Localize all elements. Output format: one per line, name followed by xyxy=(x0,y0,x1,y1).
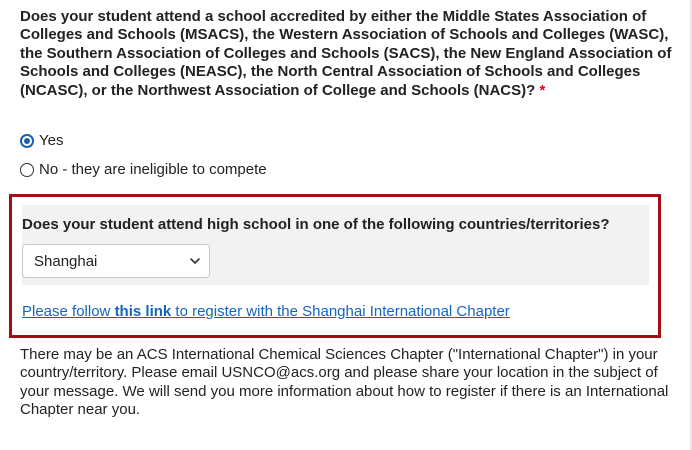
international-chapter-info: There may be an ACS International Chemical Sciences Chapter ("International Chapter") in your country/territory. Please email USNCO@acs.org and please share your location in the subject of your message. We will send you more information about how to register if there is an International Chapter near you. xyxy=(20,346,669,419)
country-question-highlight xyxy=(9,194,661,338)
country-question-text: Does your student attend high school in one of the following countries/territories? xyxy=(22,216,610,233)
radio-selected-icon[interactable] xyxy=(20,134,34,148)
radio-option-no[interactable] xyxy=(20,161,267,178)
link-emphasis: this link xyxy=(114,303,172,320)
radio-label-yes: Yes xyxy=(39,132,64,149)
country-select[interactable] xyxy=(22,244,210,278)
chevron-down-icon xyxy=(189,255,201,267)
accreditation-question xyxy=(20,8,685,100)
required-asterisk: * xyxy=(539,81,546,99)
country-select-value: Shanghai xyxy=(34,252,98,270)
link-prefix: Please follow xyxy=(22,303,115,320)
link-suffix: to register with the Shanghai International Chapter xyxy=(171,303,510,320)
shanghai-chapter-link[interactable] xyxy=(22,303,510,320)
radio-label-no: No - they are ineligible to compete xyxy=(39,161,267,178)
accreditation-question-text: Does your student attend a school accredited by either the Middle States Association of Colleges and Schools (MSACS), the Western Association of Schools and Colleges (WASC), the Southern Association of Colleges and Schools (SACS), the New England Association of Schools and Colleges (NEASC), the North Central Association of Schools and Colleges (NCASC), or the Northwest Association of College and Schools (NACS)? xyxy=(20,8,672,99)
radio-option-yes[interactable] xyxy=(20,132,63,149)
radio-unselected-icon[interactable] xyxy=(20,163,34,177)
